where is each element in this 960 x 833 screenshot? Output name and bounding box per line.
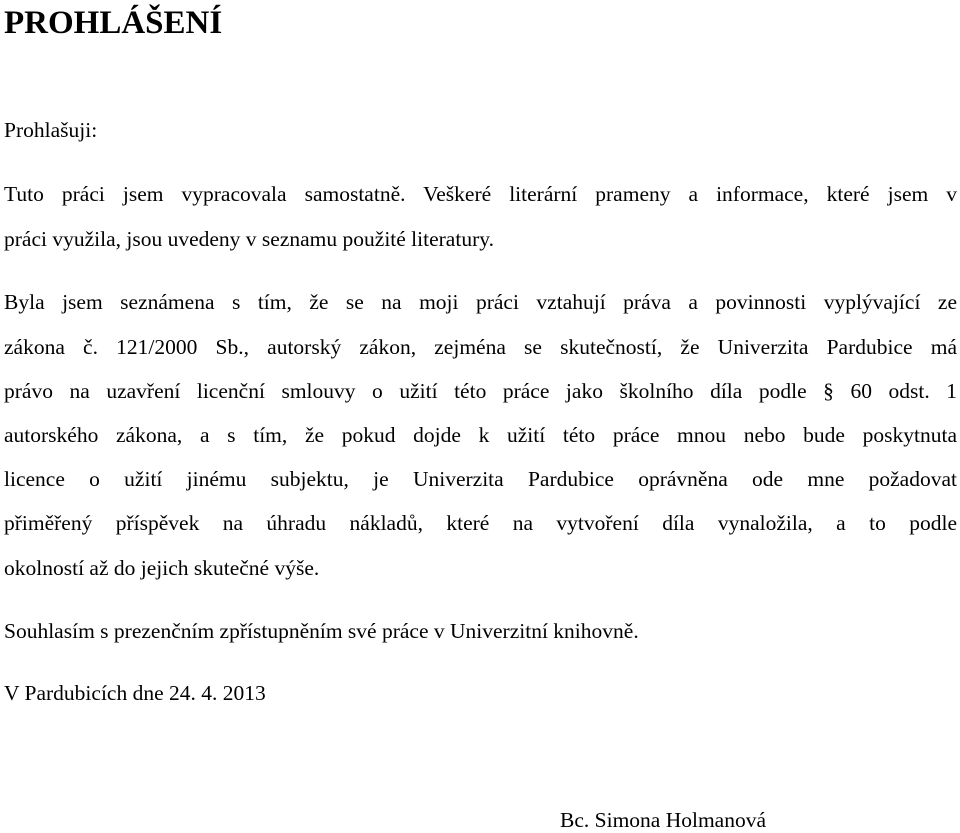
paragraph-2-line-1: Byla jsem seznámena s tím, že se na moji práci vztahují práva a povinnosti vyplývající ze	[4, 290, 957, 314]
paragraph-2-line-7: okolností až do jejich skutečné výše.	[4, 556, 320, 580]
paragraph-1-line-2: práci využila, jsou uvedeny v seznamu použité literatury.	[4, 227, 494, 251]
paragraph-2-line-4: autorského zákona, a s tím, že pokud dojde k užití této práce mnou nebo bude poskytnuta	[4, 423, 957, 447]
paragraph-2-line-3: právo na uzavření licenční smlouvy o užití této práce jako školního díla podle § 60 odst. 1	[4, 379, 957, 403]
paragraph-2-line-2: zákona č. 121/2000 Sb., autorský zákon, zejména se skutečností, že Univerzita Pardubice má	[4, 335, 957, 359]
paragraph-1-line-1: Tuto práci jsem vypracovala samostatně. Veškeré literární prameny a informace, které jsem v	[4, 182, 957, 206]
paragraph-2-line-5: licence o užití jinému subjektu, je Univerzita Pardubice oprávněna ode mne požadovat	[4, 467, 957, 491]
paragraph-3: Souhlasím s prezenčním zpřístupněním své práce v Univerzitní knihovně.	[4, 619, 639, 643]
signature-name: Bc. Simona Holmanová	[560, 808, 767, 832]
page-title: PROHLÁŠENÍ	[4, 5, 223, 41]
paragraph-2-line-6: přiměřený příspěvek na úhradu nákladů, které na vytvoření díla vynaložila, a to podle	[4, 511, 957, 535]
intro-text: Prohlašuji:	[4, 118, 98, 142]
place-and-date: V Pardubicích dne 24. 4. 2013	[4, 681, 266, 705]
